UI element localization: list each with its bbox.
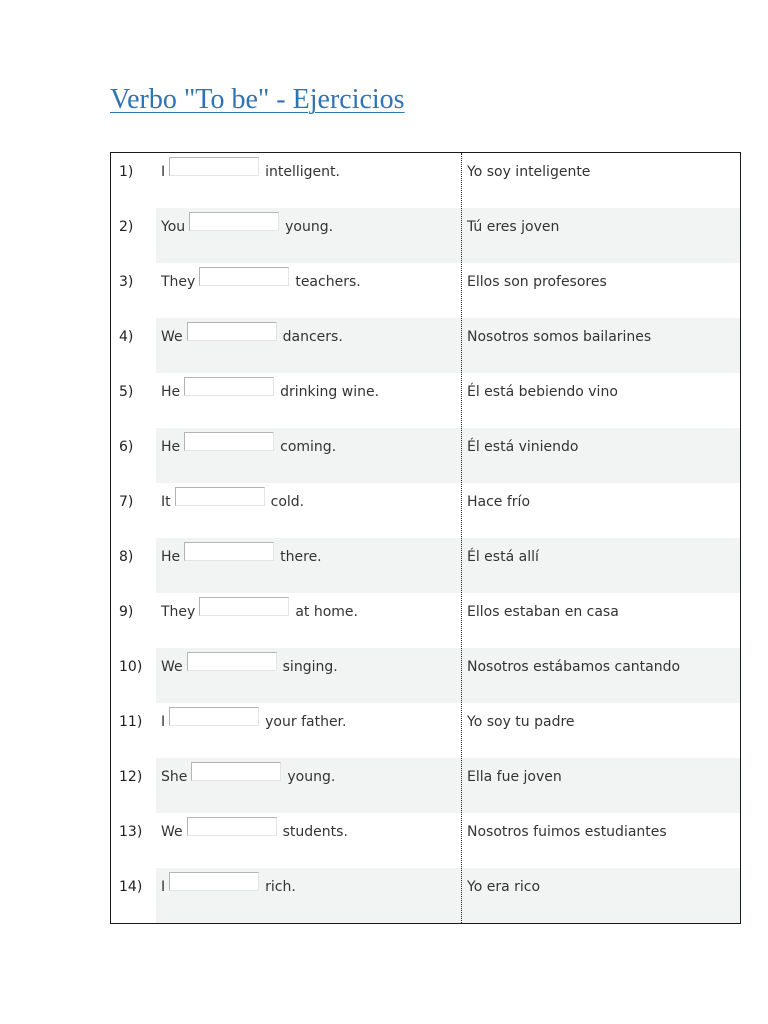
answer-input[interactable] [169, 157, 259, 176]
exercise-number: 10) [119, 659, 143, 675]
table-row [111, 373, 740, 428]
answer-input[interactable] [184, 542, 274, 561]
answer-input[interactable] [175, 487, 265, 506]
sentence-rest: teachers. [295, 274, 361, 290]
answer-input[interactable] [187, 817, 277, 836]
translation-text: Hace frío [467, 494, 531, 510]
translation-text: Él está bebiendo vino [467, 384, 618, 400]
exercise-number: 1) [119, 164, 134, 180]
sentence-rest: intelligent. [265, 164, 340, 180]
sentence-subject: I [161, 879, 166, 895]
exercise-number: 8) [119, 549, 134, 565]
exercise-number: 11) [119, 714, 143, 730]
answer-input[interactable] [191, 762, 281, 781]
exercise-number: 7) [119, 494, 134, 510]
translation-text: Ella fue joven [467, 769, 562, 785]
table-row [111, 868, 740, 923]
table-row [111, 703, 740, 758]
table-row [111, 813, 740, 868]
exercise-sentence [161, 821, 348, 840]
exercise-number: 5) [119, 384, 134, 400]
sentence-rest: rich. [265, 879, 296, 895]
sentence-subject: We [161, 824, 183, 840]
answer-input[interactable] [187, 652, 277, 671]
sentence-rest: there. [280, 549, 322, 565]
exercise-sentence [161, 546, 322, 565]
sentence-subject: They [161, 604, 196, 620]
sentence-subject: They [161, 274, 196, 290]
translation-text: Él está viniendo [467, 439, 579, 455]
exercise-number: 13) [119, 824, 143, 840]
table-row [111, 593, 740, 648]
table-row [111, 538, 740, 593]
translation-text: Yo soy inteligente [467, 164, 591, 180]
sentence-rest: young. [287, 769, 336, 785]
answer-input[interactable] [169, 872, 259, 891]
sentence-rest: your father. [265, 714, 347, 730]
exercise-sentence [161, 711, 346, 730]
answer-input[interactable] [184, 377, 274, 396]
exercise-sentence [161, 161, 340, 180]
exercise-number: 9) [119, 604, 134, 620]
exercise-number: 6) [119, 439, 134, 455]
sentence-subject: I [161, 714, 166, 730]
exercise-sentence [161, 326, 343, 345]
sentence-rest: singing. [282, 659, 338, 675]
sentence-rest: cold. [270, 494, 305, 510]
sentence-subject: She [161, 769, 188, 785]
exercise-sentence [161, 436, 336, 455]
sentence-subject: We [161, 329, 183, 345]
exercise-sentence [161, 271, 361, 290]
answer-input[interactable] [169, 707, 259, 726]
translation-text: Nosotros estábamos cantando [467, 659, 681, 675]
exercise-sentence [161, 216, 333, 235]
exercise-sentence [161, 601, 358, 620]
answer-input[interactable] [199, 597, 289, 616]
exercise-number: 4) [119, 329, 134, 345]
table-row [111, 648, 740, 703]
sentence-subject: I [161, 164, 166, 180]
sentence-rest: young. [285, 219, 334, 235]
sentence-rest: coming. [280, 439, 337, 455]
exercise-number: 14) [119, 879, 143, 895]
page-title: Verbo "To be" - Ejercicios [110, 84, 405, 115]
sentence-subject: It [161, 494, 171, 510]
exercise-sentence [161, 491, 304, 510]
table-row [111, 318, 740, 373]
sentence-rest: at home. [295, 604, 358, 620]
sentence-subject: He [161, 384, 181, 400]
answer-input[interactable] [184, 432, 274, 451]
sentence-subject: He [161, 439, 181, 455]
sentence-subject: You [161, 219, 186, 235]
translation-text: Nosotros fuimos estudiantes [467, 824, 667, 840]
translation-text: Yo era rico [467, 879, 541, 895]
exercise-number: 3) [119, 274, 134, 290]
table-row [111, 428, 740, 483]
exercise-sentence [161, 656, 338, 675]
table-row [111, 208, 740, 263]
sentence-rest: students. [282, 824, 348, 840]
sentence-subject: He [161, 549, 181, 565]
translation-text: Él está allí [467, 549, 539, 565]
sentence-rest: drinking wine. [280, 384, 380, 400]
exercise-sentence [161, 876, 296, 895]
sentence-subject: We [161, 659, 183, 675]
table-row [111, 153, 740, 208]
exercise-sentence [161, 381, 379, 400]
translation-text: Ellos son profesores [467, 274, 607, 290]
answer-input[interactable] [189, 212, 279, 231]
translation-text: Ellos estaban en casa [467, 604, 619, 620]
table-row [111, 483, 740, 538]
column-divider [461, 153, 462, 923]
sentence-rest: dancers. [282, 329, 343, 345]
exercise-sentence [161, 766, 335, 785]
table-row [111, 758, 740, 813]
answer-input[interactable] [187, 322, 277, 341]
translation-text: Yo soy tu padre [467, 714, 575, 730]
translation-text: Nosotros somos bailarines [467, 329, 652, 345]
translation-text: Tú eres joven [467, 219, 560, 235]
exercise-number: 2) [119, 219, 134, 235]
answer-input[interactable] [199, 267, 289, 286]
exercise-table [110, 152, 741, 924]
exercise-number: 12) [119, 769, 143, 785]
table-row [111, 263, 740, 318]
